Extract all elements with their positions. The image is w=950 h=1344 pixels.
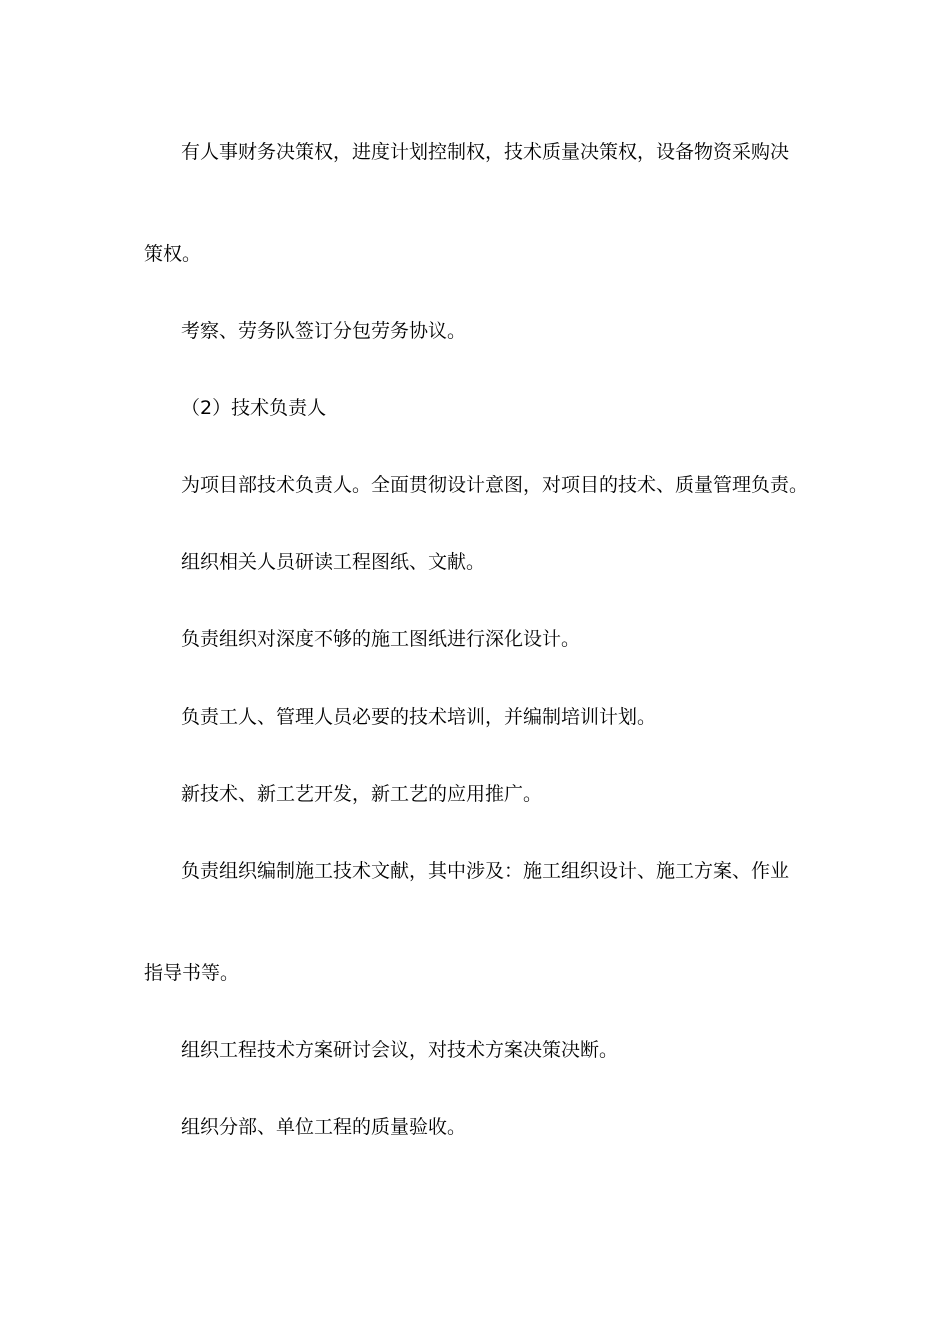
paragraph-line-6: 组织相关人员研读工程图纸、文献。 bbox=[181, 551, 486, 573]
paragraph-line-12: 组织工程技术方案研讨会议，对技术方案决策决断。 bbox=[181, 1039, 619, 1061]
paragraph-line-8: 负责工人、管理人员必要的技术培训，并编制培训计划。 bbox=[181, 706, 657, 728]
paragraph-line-7: 负责组织对深度不够的施工图纸进行深化设计。 bbox=[181, 628, 581, 650]
paragraph-line-5: 为项目部技术负责人。全面贯彻设计意图，对项目的技术、质量管理负责。 bbox=[181, 474, 809, 496]
paragraph-line-9: 新技术、新工艺开发，新工艺的应用推广。 bbox=[181, 783, 543, 805]
paragraph-line-2: 策权。 bbox=[144, 243, 202, 265]
paragraph-line-1: 有人事财务决策权，进度计划控制权，技术质量决策权，设备物资采购决 bbox=[181, 141, 790, 163]
paragraph-line-11: 指导书等。 bbox=[144, 962, 240, 984]
paragraph-line-13: 组织分部、单位工程的质量验收。 bbox=[181, 1116, 467, 1138]
paragraph-line-3: 考察、劳务队签订分包劳务协议。 bbox=[181, 320, 467, 342]
section-heading-technical-lead: （2）技术负责人 bbox=[181, 397, 327, 419]
paragraph-line-10: 负责组织编制施工技术文献，其中涉及：施工组织设计、施工方案、作业 bbox=[181, 860, 790, 882]
